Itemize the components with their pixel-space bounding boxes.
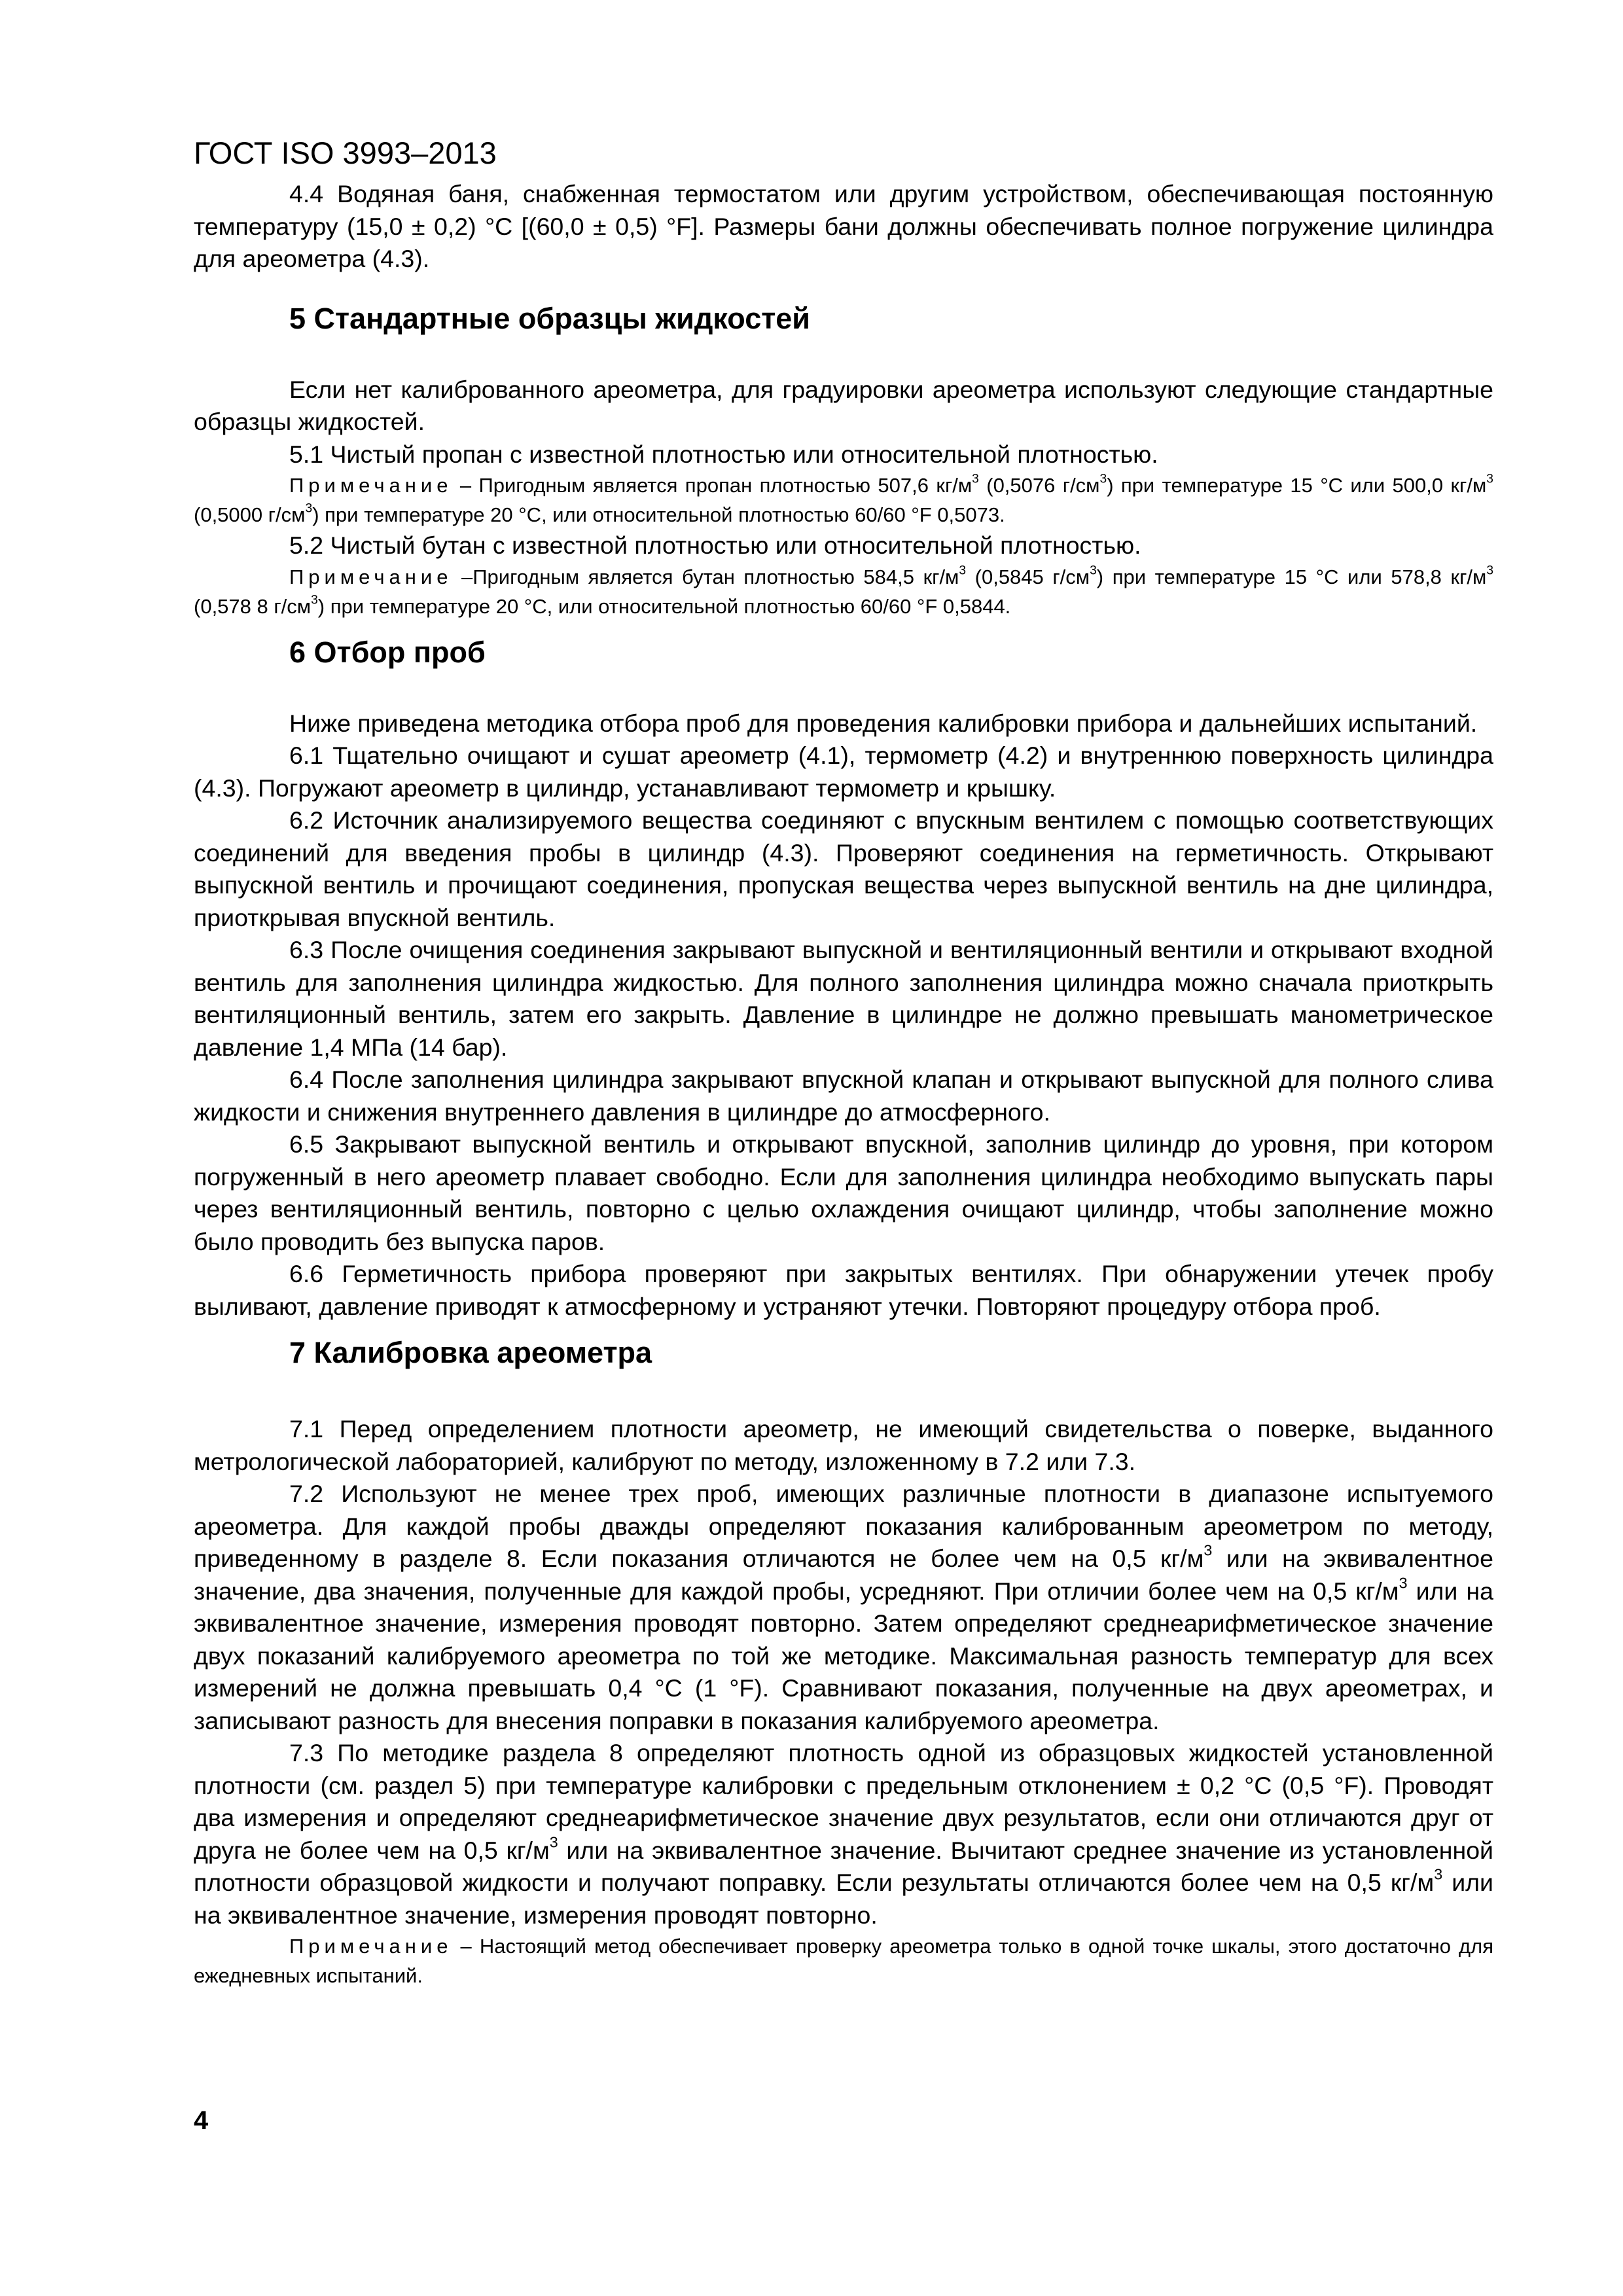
document-header: ГОСТ ISO 3993–2013 bbox=[194, 135, 497, 170]
section-5-heading: 5 Стандартные образцы жидкостей bbox=[289, 301, 810, 335]
note-label: Примечание bbox=[289, 565, 453, 588]
section-7-heading: 7 Калибровка ареометра bbox=[289, 1336, 652, 1369]
paragraph-5-1: 5.1 Чистый пропан с известной плотностью или относительной плотностью. bbox=[289, 440, 1158, 468]
section-6-heading: 6 Отбор проб bbox=[289, 635, 486, 669]
paragraph-6-1: 6.1 Тщательно очищают и сушат ареометр (4.1), термометр (4.2) и внутреннюю поверхность цилиндра (4.3). Погружают ареометр в цилиндр, устанавливают термометр и крышку. bbox=[194, 742, 1493, 802]
paragraph-7-3: 7.3 По методике раздела 8 определяют плотность одной из образцовых жидкостей установленной плотности (см. раздел 5) при температуре калибровки с предельным отклонением ± 0,2 °С (0,5 °F). Проводят два измерения и определяют среднеарифметическое значение двух результатов, если они отличаются друг от друга не более чем на 0,5 $кг/м^3$ или на эквивалентное значение. Вычитают среднее значение из установленной плотности образцовой жидкости и получают поправку. Если результаты отличаются более чем на 0,5 $кг/м^3$ или на эквивалентное значение, измерения проводят повторно. bbox=[194, 1739, 1494, 1929]
document-body bbox=[194, 178, 1493, 1990]
section-5-intro: Если нет калиброванного ареометра, для градуировки ареометра используют следующие стандартные образцы жидкостей. bbox=[194, 375, 1493, 435]
note-butane: Примечание –Пригодным является бутан плотностью 584,5 $кг/м^3$ (0,5845 $г/см^3$) при температуре 15 °С или 578,8 $кг/м^3$ (0,578 8 $г/см^3$) при температуре 20 °С, или относительной плотностью 60/60 °F 0,5844. bbox=[194, 564, 1493, 618]
section-6-intro: Ниже приведена методика отбора проб для проведения калибровки прибора и дальнейших испытаний. bbox=[289, 709, 1478, 737]
note-propane: Примечание – Пригодным является пропан плотностью 507,6 $кг/м^3$ (0,5076 $г/см^3$) при температуре 15 °С или 500,0 $кг/м^3$ (0,5000 $г/см^3$) при температуре 20 °С, или относительной плотностью 60/60 °F 0,5073. bbox=[194, 472, 1493, 526]
paragraph-5-2: 5.2 Чистый бутан с известной плотностью или относительной плотностью. bbox=[289, 531, 1141, 559]
note-label: Примечание bbox=[289, 1935, 453, 1958]
paragraph-7-2: 7.2 Используют не менее трех проб, имеющих различные плотности в диапазоне испытуемого ареометра. Для каждой пробы дважды определяют показания калиброванным ареометром по методу, приведенному в разделе 8. Если показания отличаются не более чем на 0,5 $кг/м^3$ или на эквивалентное значение, два значения, полученные для каждой пробы, усредняют. При отличии более чем на 0,5 $кг/м^3$ или на эквивалентное значение, измерения проводят повторно. Затем определяют среднеарифметическое значение двух показаний калибруемого ареометра по той же методике. Максимальная разность температур для всех измерений не должна превышать 0,4 °С (1 °F). Сравнивают показания, полученные на двух ареометрах, и записывают разность для внесения поправки в показания калибруемого ареометра. bbox=[194, 1480, 1493, 1734]
paragraph-6-5: 6.5 Закрывают выпускной вентиль и открывают впускной, заполнив цилиндр до уровня, при котором погруженный в него ареометр плавает свободно. Если для заполнения цилиндра необходимо выпускать пары через вентиляционный вентиль, повторно с целью охлаждения очищают цилиндр, чтобы заполнение можно было проводить без выпуска паров. bbox=[194, 1130, 1493, 1255]
note-calibration: Примечание – Настоящий метод обеспечивает проверку ареометра только в одной точке шкалы, этого достаточно для ежедневных испытаний. bbox=[194, 1935, 1493, 1987]
paragraph-6-4: 6.4 После заполнения цилиндра закрывают впускной клапан и открывают выпускной для полного слива жидкости и снижения внутреннего давления в цилиндре до атмосферного. bbox=[194, 1066, 1493, 1126]
page-number: 4 bbox=[194, 2106, 209, 2135]
paragraph-4-4: 4.4 Водяная баня, снабженная термостатом или другим устройством, обеспечивающая постоянную температуру (15,0 ± 0,2) °C [(60,0 ± 0,5) °F]. Размеры бани должны обеспечивать полное погружение цилиндра для ареометра (4.3). bbox=[194, 180, 1493, 272]
paragraph-7-1: 7.1 Перед определением плотности ареометр, не имеющий свидетельства о поверке, выданного метрологической лабораторией, калибруют по методу, изложенному в 7.2 или 7.3. bbox=[194, 1415, 1493, 1475]
note-label: Примечание bbox=[289, 474, 453, 497]
paragraph-6-6: 6.6 Герметичность прибора проверяют при закрытых вентилях. При обнаружении утечек пробу выливают, давление приводят к атмосферному и устраняют утечки. Повторяют процедуру отбора проб. bbox=[194, 1260, 1493, 1320]
paragraph-6-3: 6.3 После очищения соединения закрывают выпускной и вентиляционный вентили и открывают входной вентиль для заполнения цилиндра жидкостью. Для полного заполнения цилиндра можно сначала приоткрыть вентиляционный вентиль, затем его закрыть. Давление в цилиндре не должно превышать манометрическое давление 1,4 МПа (14 бар). bbox=[194, 936, 1493, 1061]
paragraph-6-2: 6.2 Источник анализируемого вещества соединяют с впускным вентилем с помощью соответствующих соединений для введения пробы в цилиндр (4.3). Проверяют соединения на герметичность. Открывают выпускной вентиль и прочищают соединения, пропуская вещества через выпускной вентиль на дне цилиндра, приоткрывая впускной вентиль. bbox=[194, 806, 1493, 931]
